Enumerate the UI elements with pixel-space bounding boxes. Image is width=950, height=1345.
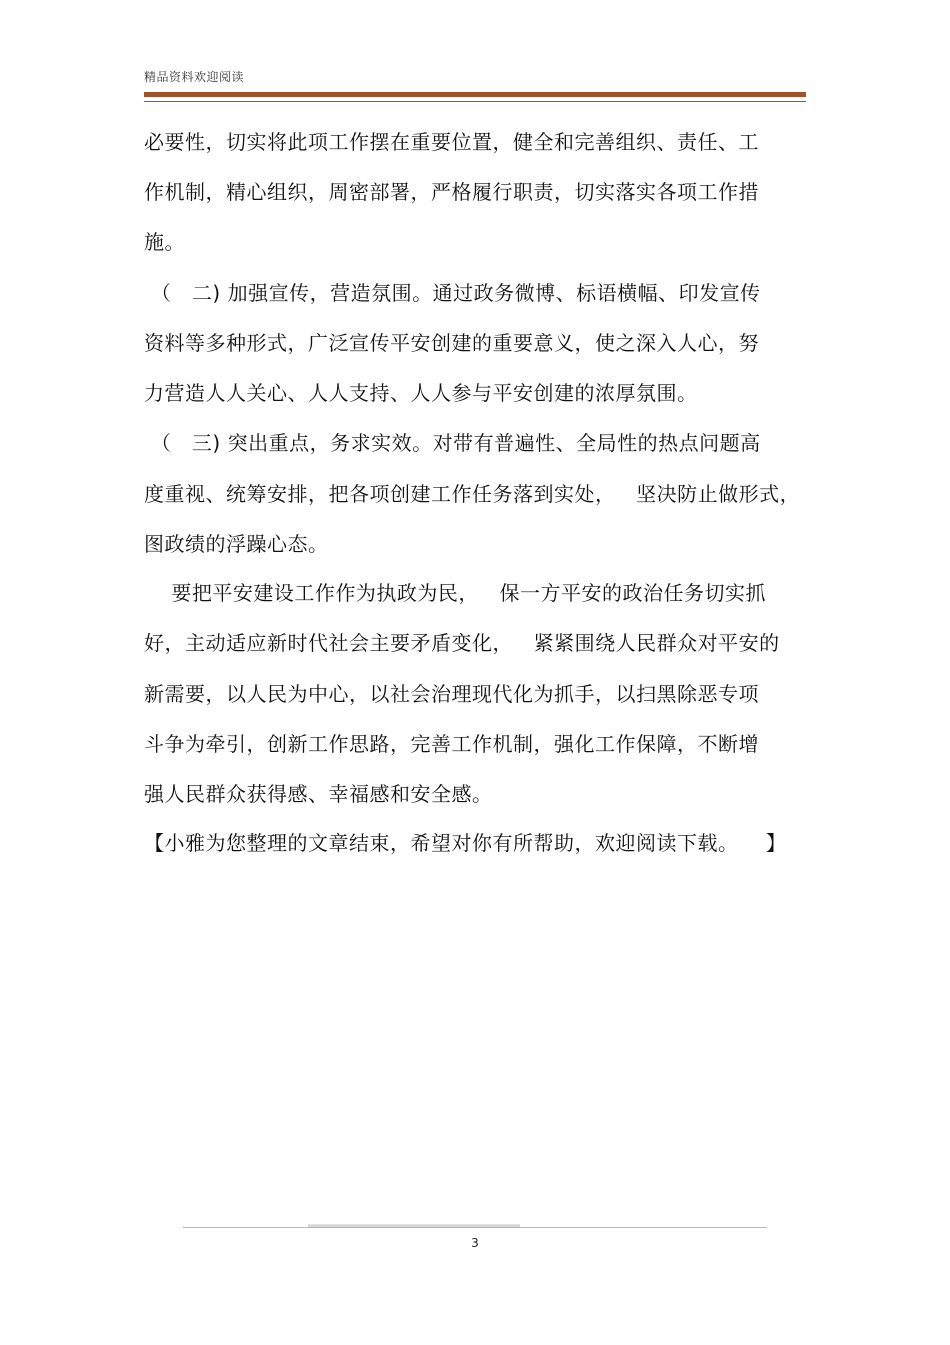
text-line: 资料等多种形式，广泛宣传平安创建的重要意义，使之深入人心，努	[144, 331, 759, 355]
page-number: 3	[471, 1236, 479, 1250]
text-line: 图政绩的浮躁心态。	[144, 532, 329, 556]
closing-note: 【小雅为您整理的文章结束，希望对你有所帮助，欢迎阅读下载。 】	[144, 831, 787, 855]
text-line: 力营造人人关心、人人支持、人人参与平安创建的浓厚氛围。	[144, 381, 698, 405]
text-line: 新需要，以人民为中心，以社会治理现代化为抓手，以扫黑除恶专项	[144, 682, 759, 706]
header-rule-thick	[144, 92, 806, 97]
footer-rule	[183, 1227, 767, 1228]
text-line: 作机制，精心组织，周密部署，严格履行职责，切实落实各项工作措	[144, 180, 759, 204]
text-line: （ 三) 突出重点，务求实效。对带有普遍性、全局性的热点问题高	[144, 431, 761, 455]
text-line: 度重视、统筹安排，把各项创建工作任务落到实处， 坚决防止做形式，	[144, 482, 801, 506]
text-line: （ 二) 加强宣传，营造氛围。通过政务微博、标语横幅、印发宣传	[144, 281, 761, 305]
text-line: 要把平安建设工作作为执政为民， 保一方平安的政治任务切实抓	[144, 581, 767, 605]
header-title: 精品资料欢迎阅读	[144, 70, 245, 84]
header-rule-thin	[144, 101, 806, 102]
text-line: 强人民群众获得感、幸福感和安全感。	[144, 782, 493, 806]
text-line: 必要性，切实将此项工作摆在重要位置，健全和完善组织、责任、工	[144, 130, 759, 154]
text-line: 好，主动适应新时代社会主要矛盾变化， 紧紧围绕人民群众对平安的	[144, 631, 780, 655]
text-line: 斗争为牵引，创新工作思路，完善工作机制，强化工作保障，不断增	[144, 732, 759, 756]
text-line: 施。	[144, 230, 185, 254]
